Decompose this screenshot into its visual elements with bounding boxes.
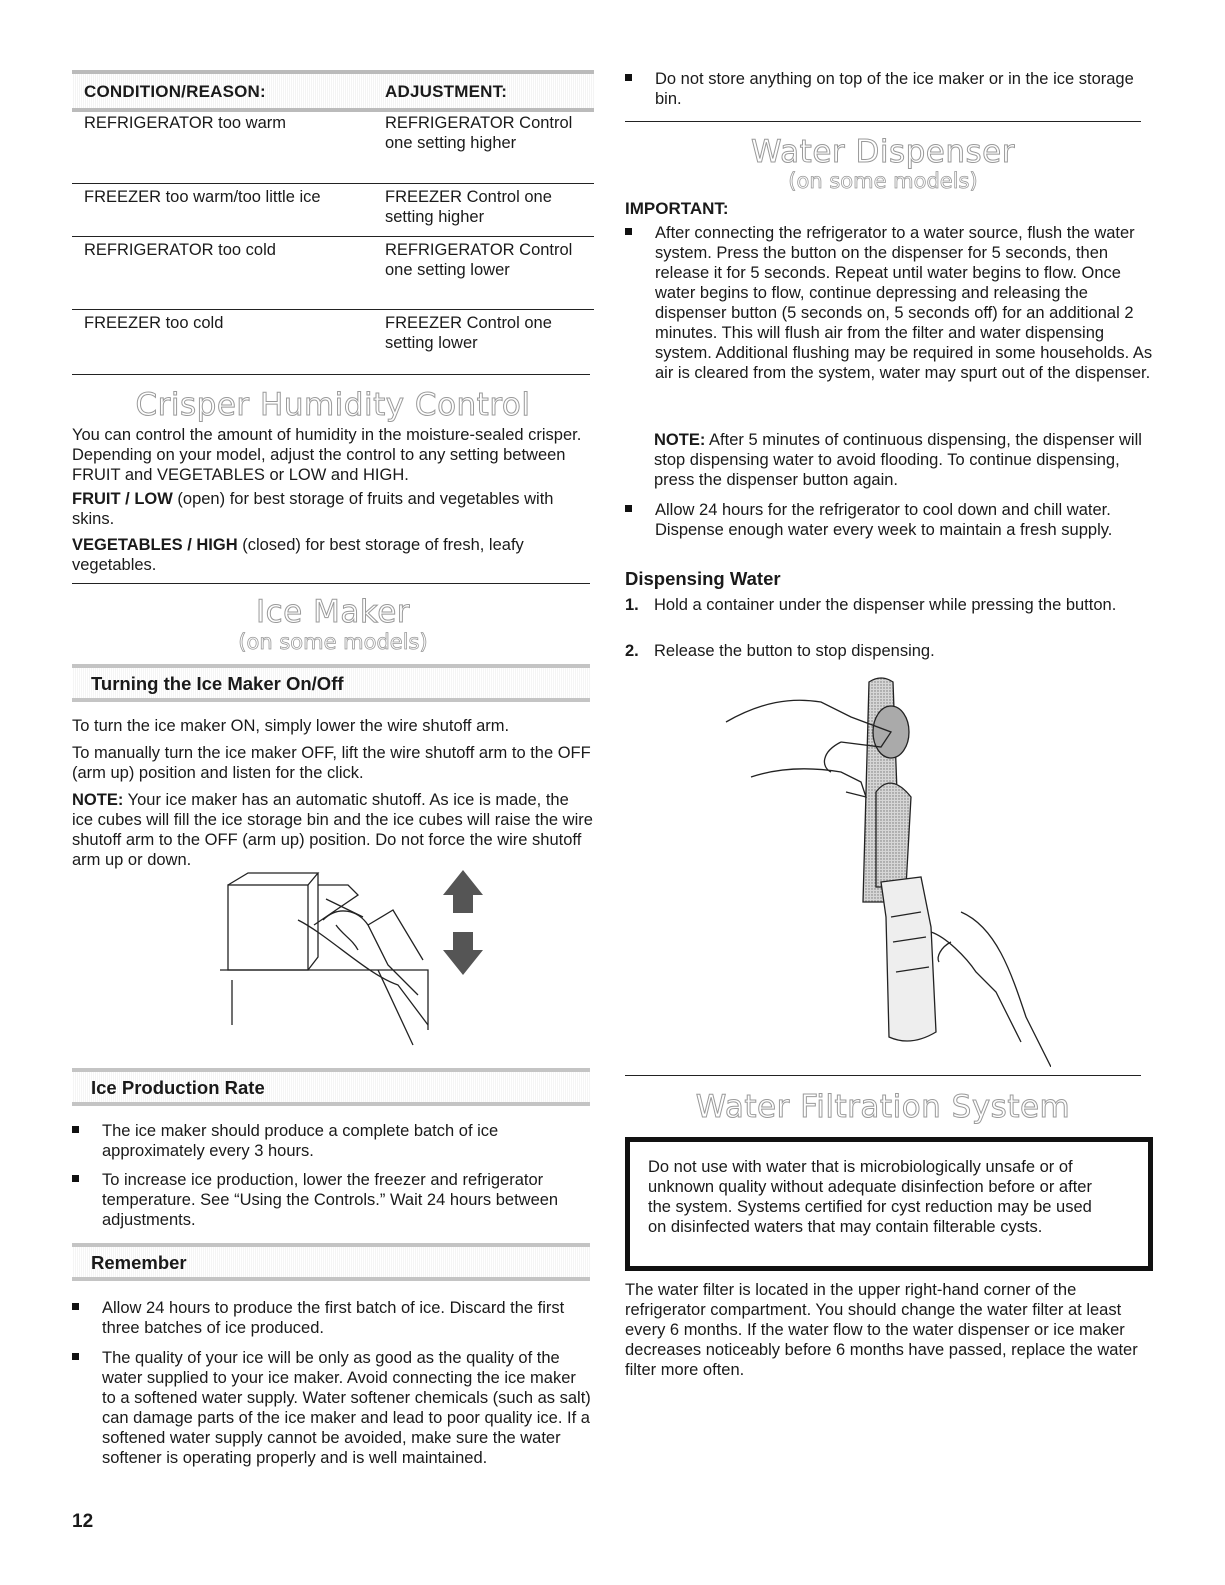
bullet-icon	[72, 1303, 79, 1310]
chill-bullet: Allow 24 hours for the refrigerator to cool down and chill water. Dispense enough water every week to maintain a fresh supply.	[655, 501, 1113, 539]
table-row	[72, 113, 594, 184]
veg-text: (closed) for best storage of fresh, leafy vegetables.	[72, 536, 524, 574]
ice-note	[72, 790, 594, 870]
bullet-icon	[625, 228, 632, 235]
step-number: 2.	[625, 642, 639, 660]
row-adjustment: REFRIGERATOR Control one setting higher	[385, 114, 573, 152]
list-item	[625, 69, 1155, 109]
water-dispenser-subtitle: (on some models)	[788, 169, 978, 193]
row-condition: REFRIGERATOR too warm	[84, 114, 287, 132]
list-item	[625, 641, 1155, 661]
row-condition: FREEZER too warm/too little ice	[84, 188, 321, 206]
filtration-body: The water filter is located in the upper right-hand corner of the refrigerator compartment. You should change the water filter at least every 6 months. If the water flow to the water dispenser or ice maker decreases noticeably before 6 months have passed, replace the water filter more often.	[625, 1281, 1138, 1379]
dispensing-heading: Dispensing Water	[625, 568, 781, 589]
note-text: After 5 minutes of continuous dispensing, the dispenser will stop dispensing water to avoid flooding. To continue dispensing, press the dispenser button again.	[654, 431, 1142, 489]
list-item	[72, 1298, 594, 1338]
list-item	[625, 500, 1155, 540]
rate-heading-bar	[72, 1068, 590, 1106]
list-item	[72, 1121, 594, 1161]
remember-bullet-1: Allow 24 hours to produce the first batch of ice. Discard the first three batches of ice produced.	[102, 1299, 565, 1337]
water-dispenser-title: Water Dispenser	[751, 134, 1015, 170]
ice-maker-subtitle: (on some models)	[238, 630, 428, 654]
onoff-heading-bar	[72, 664, 590, 702]
water-dispenser-illustration	[721, 672, 1051, 1067]
crisper-intro: You can control the amount of humidity in the moisture-sealed crisper. Depending on your model, adjust the control to any setting between FRUIT and VEGETABLES or LOW and HIGH.	[72, 426, 582, 484]
row-condition: REFRIGERATOR too cold	[84, 241, 276, 259]
rate-heading: Ice Production Rate	[91, 1077, 265, 1098]
header-condition: CONDITION/REASON:	[84, 82, 266, 101]
warning-box	[625, 1137, 1153, 1271]
remember-heading-bar	[72, 1243, 590, 1281]
row-adjustment: FREEZER Control one setting higher	[385, 188, 552, 226]
filtration-title: Water Filtration System	[695, 1089, 1071, 1125]
rate-bullet-1: The ice maker should produce a complete batch of ice approximately every 3 hours.	[102, 1122, 499, 1160]
bullet-icon	[625, 505, 632, 512]
list-item	[72, 1170, 594, 1230]
row-adjustment: REFRIGERATOR Control one setting lower	[385, 241, 573, 279]
onoff-heading: Turning the Ice Maker On/Off	[91, 673, 344, 694]
list-item	[625, 223, 1155, 383]
section-divider	[625, 1075, 1141, 1076]
table-row	[72, 240, 594, 310]
row-adjustment: FREEZER Control one setting lower	[385, 314, 552, 352]
note-label: NOTE:	[72, 791, 124, 809]
crisper-veg	[72, 535, 594, 575]
flush-bullet: After connecting the refrigerator to a water source, flush the water system. Press the button on the dispenser for 5 seconds, then release it for 5 seconds. Repeat until water begins to flow. Once water begins to flow, continue depressing and releasing the dispenser button (5 seconds on, 5 seconds off) for an additional 2 minutes. This will flush air from the filter and water dispensing system. Additional flushing may be required in some households. As air is cleared from the system, water may spurt out of the dispenser.	[655, 224, 1153, 382]
step-number: 1.	[625, 596, 639, 614]
section-divider	[72, 583, 590, 584]
page-number: 12	[72, 1511, 94, 1532]
list-item	[625, 595, 1155, 615]
bullet-icon	[72, 1175, 79, 1182]
crisper-fruit	[72, 489, 594, 529]
table-row	[72, 187, 594, 237]
note-text: Your ice maker has an automatic shutoff. As ice is made, the ice cubes will fill the ice storage bin and the ice cubes will raise the wire shutoff arm to the OFF (arm up) position. Do not force the wire shutoff arm up or down.	[72, 791, 593, 869]
important-label: IMPORTANT:	[625, 199, 729, 218]
storage-bullet: Do not store anything on top of the ice maker or in the ice storage bin.	[655, 70, 1134, 108]
onoff-p1: To turn the ice maker ON, simply lower the wire shutoff arm.	[72, 717, 510, 735]
bullet-icon	[72, 1126, 79, 1133]
section-divider	[625, 121, 1141, 122]
bullet-icon	[625, 74, 632, 81]
step-text: Hold a container under the dispenser while pressing the button.	[654, 596, 1117, 614]
ice-maker-title: Ice Maker	[255, 594, 411, 630]
list-item	[72, 1348, 594, 1468]
veg-label: VEGETABLES / HIGH	[72, 536, 238, 554]
remember-heading: Remember	[91, 1252, 187, 1273]
bullet-icon	[72, 1353, 79, 1360]
rate-bullet-2: To increase ice production, lower the freezer and refrigerator temperature. See “Using the Controls.” Wait 24 hours between adjustments.	[102, 1171, 559, 1229]
row-condition: FREEZER too cold	[84, 314, 224, 332]
onoff-p2: To manually turn the ice maker OFF, lift the wire shutoff arm to the OFF (arm up) position and listen for the click.	[72, 744, 591, 782]
crisper-title: Crisper Humidity Control	[135, 387, 531, 423]
header-adjustment: ADJUSTMENT:	[385, 82, 508, 101]
table-row	[72, 313, 594, 358]
warning-text: Do not use with water that is microbiologically unsafe or of unknown quality without adequate disinfection before or after the system. Systems certified for cyst reduction may be used on disinfected waters that may contain filterable cysts.	[648, 1158, 1092, 1236]
dispenser-note	[654, 430, 1154, 490]
fruit-text: (open) for best storage of fruits and vegetables with skins.	[72, 490, 554, 528]
fruit-label: FRUIT / LOW	[72, 490, 173, 508]
note-label: NOTE:	[654, 431, 706, 449]
section-divider	[72, 374, 590, 375]
table-header	[72, 70, 594, 112]
step-text: Release the button to stop dispensing.	[654, 642, 935, 660]
remember-bullet-2: The quality of your ice will be only as good as the quality of the water supplied to your ice maker. Avoid connecting the ice maker to a softened water supply. Water softener chemicals (such as salt) can damage parts of the ice maker and lead to poor quality ice. If a softened water supply cannot be avoided, make sure the water softener is operating properly and is well maintained.	[102, 1349, 591, 1467]
ice-maker-illustration	[218, 865, 518, 1055]
